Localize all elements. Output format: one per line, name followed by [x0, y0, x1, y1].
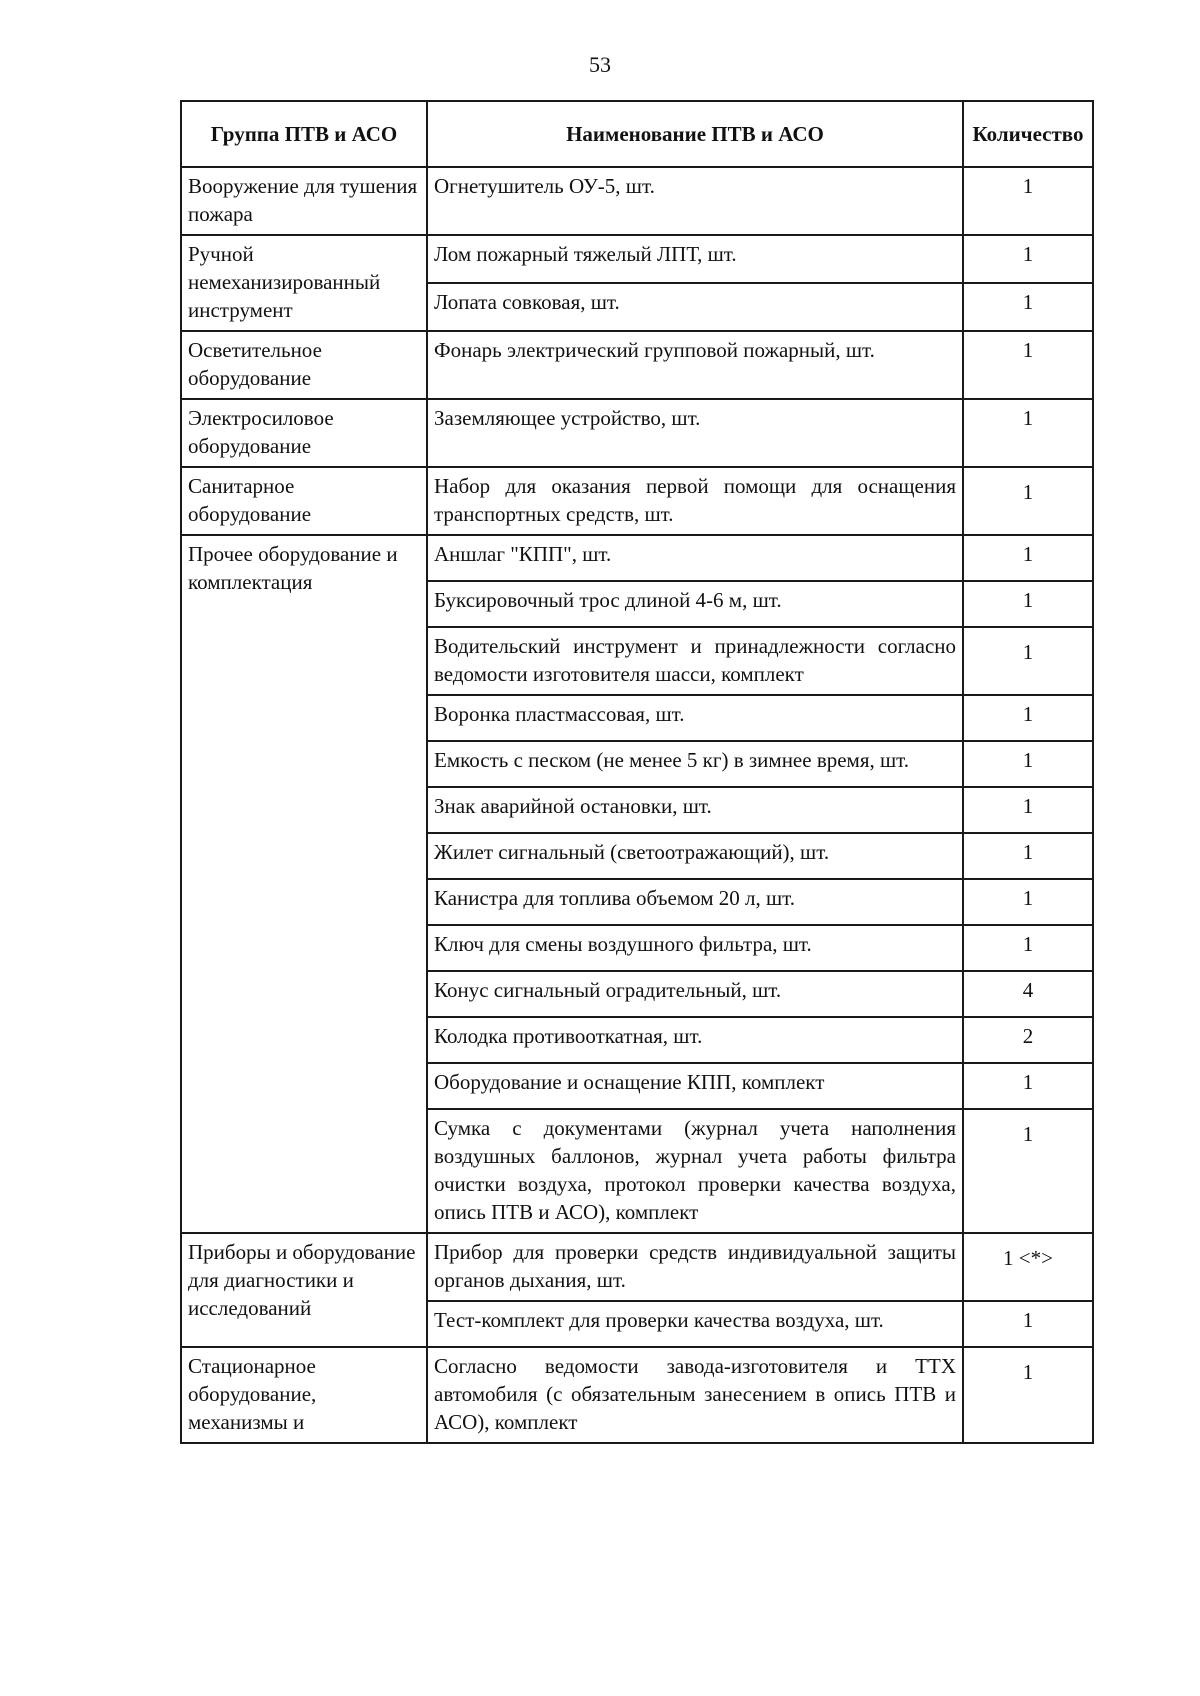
item-quantity: 1 <*> — [963, 1233, 1093, 1301]
item-name: Водительский инструмент и принадлежности согласно ведомости изготовителя шасси, комплект — [427, 627, 963, 695]
item-name: Прибор для проверки средств индивидуальной защиты органов дыхания, шт. — [427, 1233, 963, 1301]
group-cell: Вооружение для тушения пожара — [181, 167, 427, 235]
item-name: Лопата совковая, шт. — [427, 283, 963, 331]
group-cell: Приборы и оборудование для диагностики и исследований — [181, 1233, 427, 1347]
item-quantity: 1 — [963, 741, 1093, 787]
item-name: Емкость с песком (не менее 5 кг) в зимнее время, шт. — [427, 741, 963, 787]
item-quantity: 1 — [963, 879, 1093, 925]
item-quantity: 1 — [963, 1347, 1093, 1443]
item-quantity: 1 — [963, 467, 1093, 535]
group-cell: Прочее оборудование и комплектация — [181, 535, 427, 1233]
header-group: Группа ПТВ и АСО — [181, 101, 427, 167]
item-name: Буксировочный трос длиной 4-6 м, шт. — [427, 581, 963, 627]
table-header-row — [181, 101, 1093, 167]
item-quantity: 1 — [963, 283, 1093, 331]
item-name: Лом пожарный тяжелый ЛПТ, шт. — [427, 235, 963, 283]
item-quantity: 1 — [963, 1109, 1093, 1233]
table-row — [181, 167, 1093, 235]
item-name: Тест-комплект для проверки качества воздуха, шт. — [427, 1301, 963, 1347]
table-row — [181, 331, 1093, 399]
item-quantity: 1 — [963, 627, 1093, 695]
item-quantity: 1 — [963, 167, 1093, 235]
header-name: Наименование ПТВ и АСО — [427, 101, 963, 167]
table-row — [181, 535, 1093, 581]
item-name: Канистра для топлива объемом 20 л, шт. — [427, 879, 963, 925]
item-quantity: 1 — [963, 1063, 1093, 1109]
group-cell: Санитарное оборудование — [181, 467, 427, 535]
item-quantity: 1 — [963, 695, 1093, 741]
group-cell: Электросиловое оборудование — [181, 399, 427, 467]
item-name: Аншлаг "КПП", шт. — [427, 535, 963, 581]
table-row — [181, 1233, 1093, 1301]
item-quantity: 1 — [963, 925, 1093, 971]
item-name: Жилет сигнальный (светоотражающий), шт. — [427, 833, 963, 879]
item-quantity: 1 — [963, 787, 1093, 833]
item-name: Оборудование и оснащение КПП, комплект — [427, 1063, 963, 1109]
table-row — [181, 399, 1093, 467]
item-quantity: 1 — [963, 535, 1093, 581]
table-row — [181, 1347, 1093, 1443]
item-quantity: 2 — [963, 1017, 1093, 1063]
item-name: Фонарь электрический групповой пожарный, шт. — [427, 331, 963, 399]
item-name: Колодка противооткатная, шт. — [427, 1017, 963, 1063]
item-quantity: 4 — [963, 971, 1093, 1017]
header-quantity: Количество — [963, 101, 1093, 167]
item-name: Огнетушитель ОУ-5, шт. — [427, 167, 963, 235]
item-name: Воронка пластмассовая, шт. — [427, 695, 963, 741]
item-quantity: 1 — [963, 331, 1093, 399]
item-quantity: 1 — [963, 1301, 1093, 1347]
item-name: Заземляющее устройство, шт. — [427, 399, 963, 467]
item-quantity: 1 — [963, 399, 1093, 467]
item-name: Сумка с документами (журнал учета наполнения воздушных баллонов, журнал учета работы фильтра очистки воздуха, протокол проверки качества воздуха, опись ПТВ и АСО), комплект — [427, 1109, 963, 1233]
item-quantity: 1 — [963, 581, 1093, 627]
item-quantity: 1 — [963, 235, 1093, 283]
group-cell: Стационарное оборудование, механизмы и — [181, 1347, 427, 1443]
page-number: 53 — [589, 52, 611, 77]
item-name: Набор для оказания первой помощи для оснащения транспортных средств, шт. — [427, 467, 963, 535]
table-row — [181, 467, 1093, 535]
item-name: Конус сигнальный оградительный, шт. — [427, 971, 963, 1017]
group-cell: Осветительное оборудование — [181, 331, 427, 399]
item-name: Знак аварийной остановки, шт. — [427, 787, 963, 833]
item-name: Ключ для смены воздушного фильтра, шт. — [427, 925, 963, 971]
item-quantity: 1 — [963, 833, 1093, 879]
group-cell: Ручной немеханизированный инструмент — [181, 235, 427, 331]
equipment-table — [180, 100, 1094, 1444]
item-name: Согласно ведомости завода-изготовителя и ТТХ автомобиля (с обязательным занесением в опись ПТВ и АСО), комплект — [427, 1347, 963, 1443]
table-row — [181, 235, 1093, 283]
